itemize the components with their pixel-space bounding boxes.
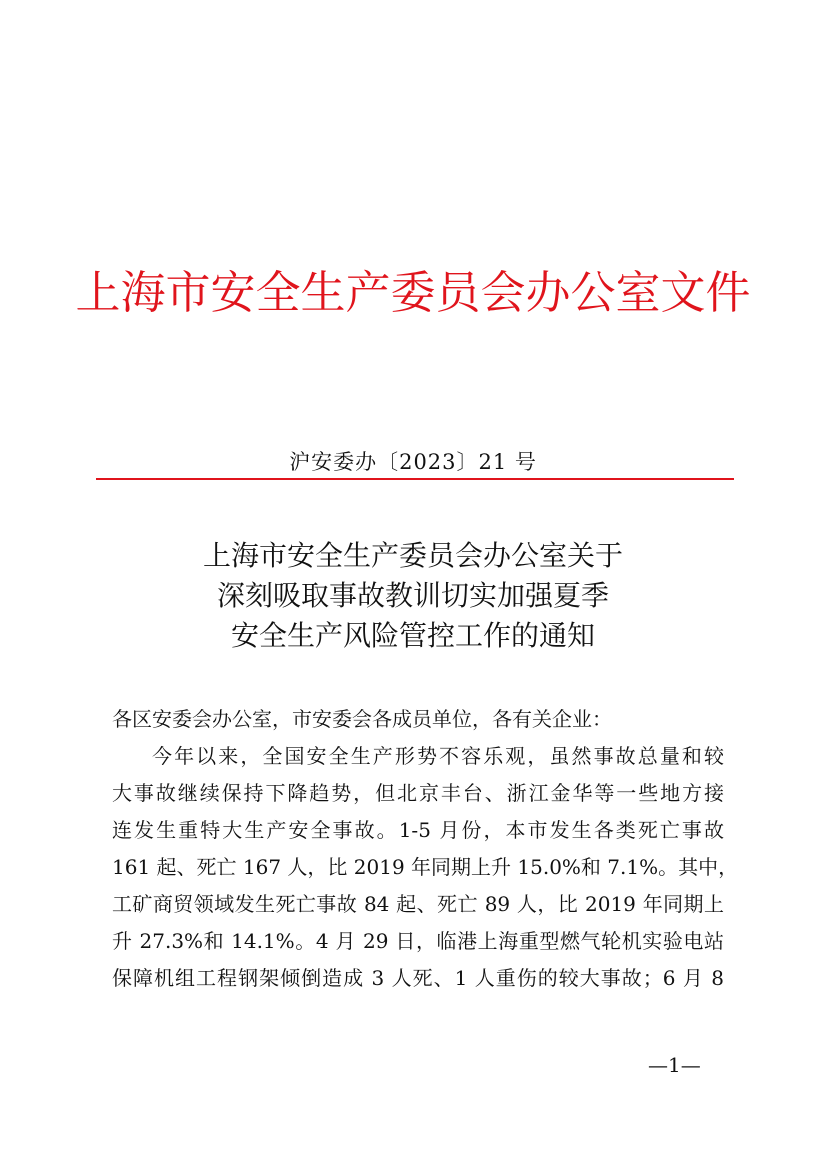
paragraph-line: 161 起、死亡 167 人，比 2019 年同期上升 15.0%和 7.1%。其中， [112, 855, 739, 879]
paragraph-line: 今年以来，全国安全生产形势不容乐观，虽然事故总量和较 [152, 744, 724, 768]
paragraph-line: 连发生重特大生产安全事故。1-5 月份，本市发生各类死亡事故 [112, 818, 724, 842]
paragraph-line: 工矿商贸领域发生死亡事故 84 起、死亡 89 人，比 2019 年同期上 [112, 892, 724, 916]
body-text [112, 701, 739, 997]
paragraph-line: 保障机组工程钢架倾倒造成 3 人死、1 人重伤的较大事故；6 月 8 [112, 966, 724, 990]
red-separator-line [96, 478, 734, 480]
issuer-title: 上海市安全生产委员会办公室文件 [75, 266, 751, 319]
salutation: 各区安委会办公室，市安委会各成员单位，各有关企业： [112, 707, 612, 731]
notice-title-line: 安全生产风险管控工作的通知 [230, 619, 595, 652]
page-number: —1— [648, 1053, 701, 1077]
paragraph-line: 升 27.3%和 14.1%。4 月 29 日，临港上海重型燃气轮机实验电站 [112, 929, 724, 953]
paragraph-line: 大事故继续保持下降趋势，但北京丰台、浙江金华等一些地方接 [112, 781, 724, 805]
document-number: 沪安委办〔2023〕21 号 [289, 450, 537, 474]
notice-title-line: 深刻吸取事故教训切实加强夏季 [216, 579, 609, 612]
notice-title-line: 上海市安全生产委员会办公室关于 [202, 539, 623, 572]
notice-title [0, 536, 826, 656]
